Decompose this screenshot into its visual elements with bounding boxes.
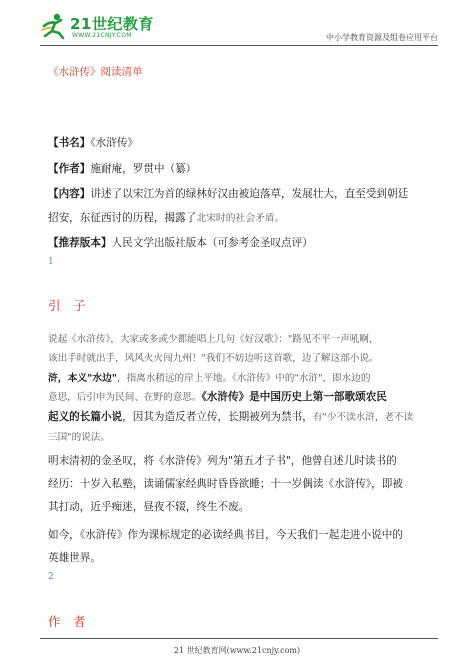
- intro-p2-line2: [48, 390, 387, 405]
- intro-p2-bold-3: 起义的长篇小说: [48, 411, 123, 423]
- author-label: 【作者】: [48, 163, 91, 175]
- intro-p3-line2: 经历：十岁入私塾，读诵儒家经典时昏昏欲睡；十一岁偶读《水浒传》，即被: [48, 478, 403, 490]
- edition-label: 【推荐版本】: [48, 237, 112, 249]
- book-name-label: 【书名】: [48, 137, 91, 149]
- page-number-1: 1: [48, 257, 54, 267]
- intro-p1-line2: 该出手时就出手，风风火火闯九州！"我们不妨边听这首歌，边了解这部小说。: [48, 353, 379, 364]
- author-value: 施耐庵，罗贯中（纂）: [90, 163, 197, 175]
- site-logo: [40, 12, 180, 44]
- page-number-2: 2: [48, 572, 54, 582]
- runner-logo-icon: [40, 12, 68, 40]
- section-heading-author: 作 者: [48, 614, 86, 629]
- content-text-1: 讲述了以宋江为首的绿林好汉由被迫落草，发展壮大，直至受到朝廷: [90, 188, 409, 200]
- info-book-name: [48, 136, 138, 150]
- content-text-2b: 北宋时的社会矛盾。: [196, 213, 285, 224]
- intro-p2-text-3: ，因其为造反者立传，长期被列为禁书，: [122, 411, 313, 423]
- info-content-line2: [48, 211, 284, 226]
- info-author: [48, 162, 196, 176]
- header-divider: [40, 45, 438, 46]
- intro-p4-line1: 如今，《水浒传》作为课标规定的必读经典书目，今天我们一起走进小说中的: [48, 529, 403, 541]
- content-text-2a: 招安，东征西讨的历程，揭露了: [48, 212, 197, 224]
- intro-p3-line1: 明末清初的金圣叹，将《水浒传》列为"第五才子书"，他曾自述儿时读书的: [48, 455, 397, 467]
- document-title: 《水浒传》阅读清单: [48, 66, 143, 78]
- intro-p2-text-2: 意思，后引申为民间、在野的意思。: [48, 392, 202, 403]
- intro-p2-line3: [48, 410, 413, 425]
- info-content-line1: [48, 187, 408, 201]
- logo-text: 21世纪教育: [70, 15, 154, 33]
- info-edition: [48, 236, 313, 250]
- logo-url: WWW.21CNJY.COM: [72, 32, 132, 39]
- section-heading-intro: 引 子: [48, 298, 86, 313]
- intro-p2-text-1: ，指离水稍远的岸上平地。《水浒传》中的"水浒"，即水边的: [117, 373, 371, 384]
- content-label: 【内容】: [48, 188, 91, 200]
- edition-value: 人民文学出版社版本（可参考金圣叹点评）: [111, 237, 313, 249]
- intro-p1-line1: 说起《水浒传》，大家或多或少都能唱上几句《好汉歌》："路见不平一声吼啊，: [48, 334, 379, 345]
- intro-p4-line2: 英雄世界。: [48, 552, 101, 564]
- intro-p2-bold-1: 浒，本义"水边": [48, 373, 117, 384]
- intro-p3-line3: 其打动，近乎痴迷，昼夜不辍，终生不废。: [48, 501, 250, 513]
- book-name-value: 《水浒传》: [90, 137, 139, 149]
- intro-p2-bold-2: 《水浒传》是中国历史上第一部歌颂农民: [201, 391, 387, 403]
- intro-p2-text-3c: 有"少不读水浒，老不读: [312, 412, 414, 423]
- intro-p2-line4: 三国"的说法。: [48, 432, 110, 443]
- intro-p2-line1: [48, 371, 370, 386]
- footer-divider: [40, 638, 438, 639]
- footer-text: 21 世纪教育网(www.21cnjy.com): [173, 646, 301, 655]
- header-slogan: 中小学教育资源及组卷应用平台: [326, 33, 438, 42]
